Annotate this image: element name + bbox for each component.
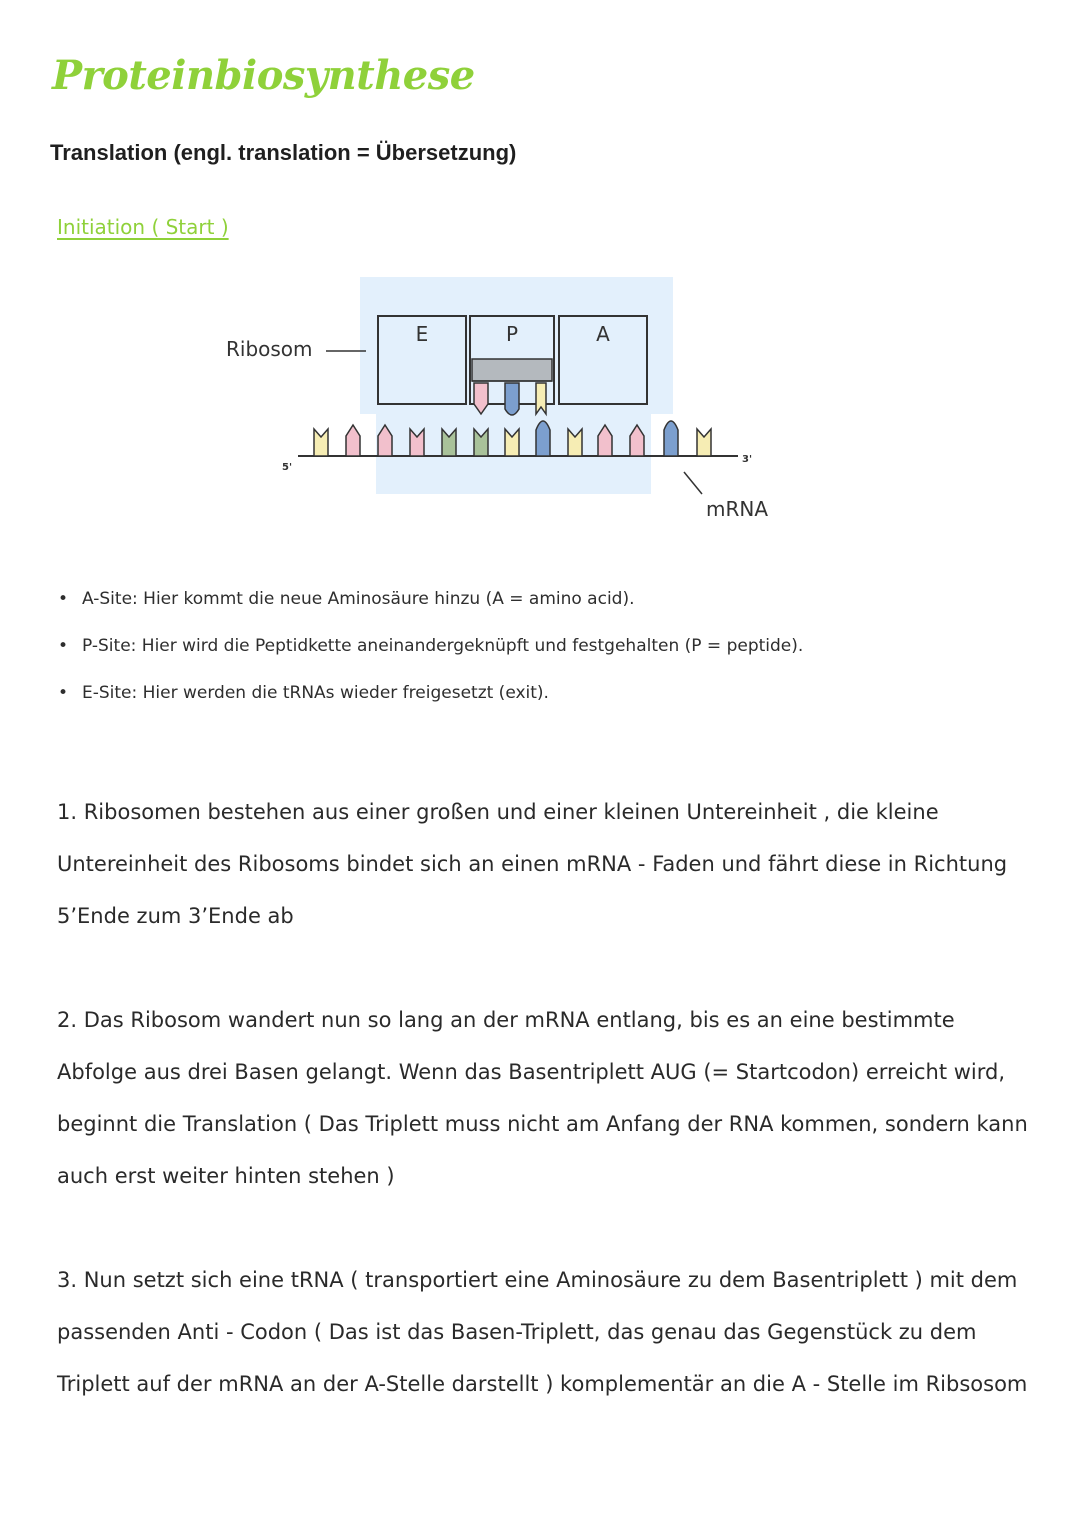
mrna-base (314, 429, 328, 456)
site-e-label: E (415, 322, 429, 346)
mrna-label: mRNA (706, 497, 769, 521)
mrna-5-prime-label: 5' (282, 462, 293, 473)
site-list (58, 585, 803, 726)
site-p-label: P (505, 322, 519, 346)
mrna-3-prime-label: 3' (742, 454, 753, 465)
paragraph-step-2: 2. Das Ribosom wandert nun so lang an der mRNA entlang, bis es an eine bestimmte Abfolge aus drei Basen gelangt. Wenn das Basentriplett AUG (= Startcodon) erreicht wird, beginnt die Translation ( Das Triplett muss nicht am Anfang der RNA kommen, sondern kann auch erst weiter hinten stehen ) (57, 1008, 1028, 1188)
trna-bar (472, 359, 552, 381)
site-a-label: A (596, 322, 610, 346)
site-a-description: A-Site: Hier kommt die neue Aminosäure hinzu (A = amino acid). (82, 589, 635, 609)
page-title: Proteinbiosynthese (52, 52, 475, 99)
site-p-description: P-Site: Hier wird die Peptidkette aneinandergeknüpft und festgehalten (P = peptide). (82, 636, 804, 656)
site-list-item-e: • E-Site: Hier werden die tRNAs wieder freigesetzt (exit). (58, 683, 549, 703)
mrna-base (536, 421, 550, 456)
ribosom-label: Ribosom (226, 337, 313, 361)
site-list-item-p: • P-Site: Hier wird die Peptidkette aneinandergeknüpft und festgehalten (P = peptide). (58, 636, 804, 656)
section-heading-initiation[interactable]: Initiation ( Start ) (57, 215, 229, 239)
anticodon-base-blue (505, 383, 519, 415)
ribosome-diagram (0, 0, 1080, 560)
mrna-base (346, 425, 360, 456)
paragraph-step-1: 1. Ribosomen bestehen aus einer großen und einer kleinen Untereinheit , die kleine Untereinheit des Ribosoms bindet sich an einen mRNA - Faden und fährt diese in Richtung 5’Ende zum 3’Ende ab (57, 800, 1008, 928)
page-subtitle: Translation (engl. translation = Übersetzung) (50, 140, 517, 165)
paragraph-step-3: 3. Nun setzt sich eine tRNA ( transportiert eine Aminosäure zu dem Basentriplett ) mit dem passenden Anti - Codon ( Das ist das Basen-Triplett, das genau das Gegenstück zu dem Triplett auf der mRNA an der A-Stelle darstellt ) komplementär an die A - Stelle im Ribsosom (57, 1268, 1028, 1396)
mrna-base (697, 429, 711, 456)
site-list-item-a: • A-Site: Hier kommt die neue Aminosäure hinzu (A = amino acid). (58, 589, 635, 609)
mrna-base (664, 421, 678, 456)
site-e-description: E-Site: Hier werden die tRNAs wieder freigesetzt (exit). (82, 683, 549, 703)
